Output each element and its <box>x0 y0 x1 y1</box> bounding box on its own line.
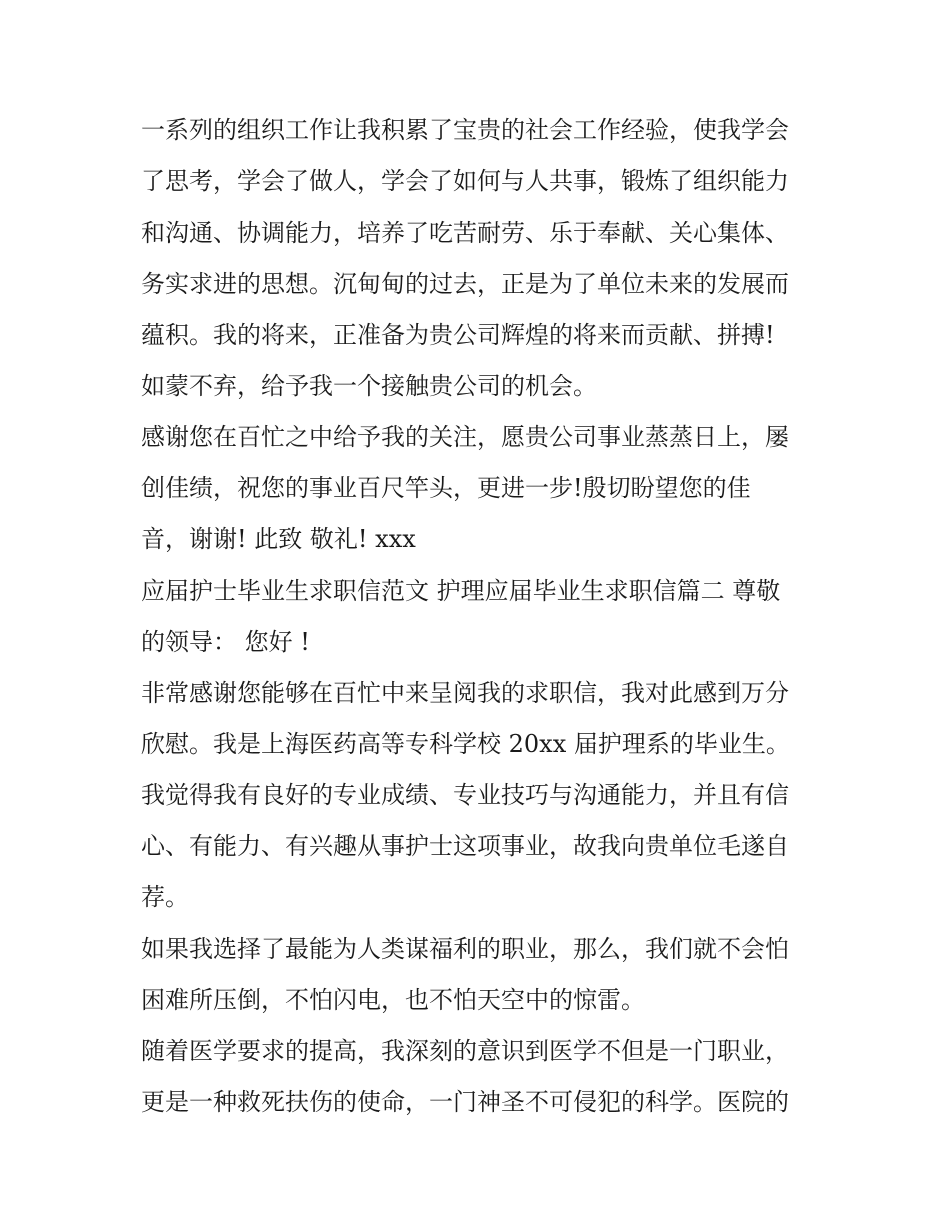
text-line: 欣慰。我是上海医药高等专科学校 20xx 届护理系的毕业生。 <box>141 730 790 758</box>
text-line: 和沟通、协调能力，培养了吃苦耐劳、乐于奉献、关心集体、 <box>141 219 789 247</box>
text-line: 困难所压倒，不怕闪电，也不怕天空中的惊雷。 <box>141 986 645 1014</box>
text-line: 的领导： 您好 ! <box>141 628 310 656</box>
text-line: 蕴积。我的将来，正准备为贵公司辉煌的将来而贡献、拼搏! <box>141 321 775 349</box>
text-line: 非常感谢您能够在百忙中来呈阅我的求职信，我对此感到万分 <box>141 679 789 707</box>
text-line: 一系列的组织工作让我积累了宝贵的社会工作经验，使我学会 <box>141 116 789 144</box>
text-line: 心、有能力、有兴趣从事护士这项事业，故我向贵单位毛遂自 <box>141 832 789 860</box>
text-line: 荐。 <box>141 883 189 911</box>
text-line: 创佳绩，祝您的事业百尺竿头，更进一步!殷切盼望您的佳 <box>141 474 751 502</box>
text-line: 我觉得我有良好的专业成绩、专业技巧与沟通能力，并且有信 <box>141 781 789 809</box>
text-line: 感谢您在百忙之中给予我的关注，愿贵公司事业蒸蒸日上，屡 <box>141 423 789 451</box>
text-line: 随着医学要求的提高，我深刻的意识到医学不但是一门职业， <box>141 1037 789 1065</box>
text-line: 务实求进的思想。沉甸甸的过去，正是为了单位未来的发展而 <box>141 270 789 298</box>
text-line: 音，谢谢! 此致 敬礼! xxx <box>141 525 416 553</box>
text-line: 更是一种救死扶伤的使命，一门神圣不可侵犯的科学。医院的 <box>141 1088 789 1116</box>
text-line: 应届护士毕业生求职信范文 护理应届毕业生求职信篇二 尊敬 <box>141 577 781 605</box>
text-line: 了思考，学会了做人，学会了如何与人共事，锻炼了组织能力 <box>141 167 789 195</box>
text-line: 如果我选择了最能为人类谋福利的职业，那么，我们就不会怕 <box>141 935 789 963</box>
text-line: 如蒙不弃，给予我一个接触贵公司的机会。 <box>141 372 597 400</box>
